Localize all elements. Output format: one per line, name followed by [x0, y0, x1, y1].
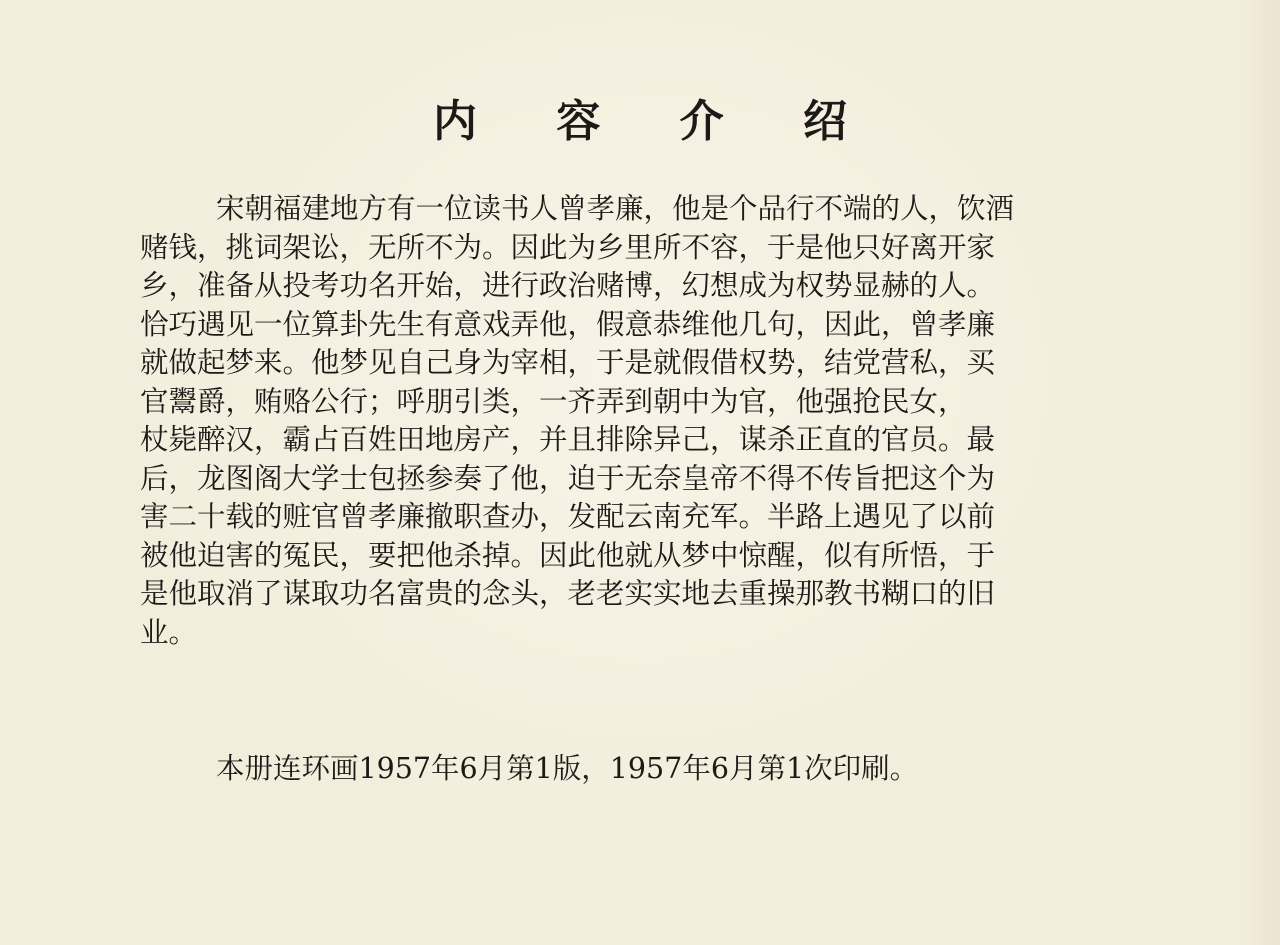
paragraph-line: 乡，准备从投考功名开始，进行政治赌博，幻想成为权势显赫的人。	[140, 269, 996, 302]
paragraph-line: 业。	[140, 615, 198, 649]
paragraph-line: 恰巧遇见一位算卦先生有意戏弄他，假意恭维他几句，因此，曾孝廉	[140, 307, 996, 341]
paragraph-line: 宋朝福建地方有一位读书人曾孝廉，他是个品行不端的人，饮酒	[216, 192, 1015, 225]
paragraph-line: 杖毙醉汉，霸占百姓田地房产，并且排除异己，谋杀正直的官员。最	[140, 423, 996, 456]
paragraph-line: 官鬻爵，贿赂公行；呼朋引类，一齐弄到朝中为官，他强抢民女，	[140, 384, 967, 418]
synopsis-paragraph	[140, 190, 1140, 652]
paragraph-line: 被他迫害的冤民，要把他杀掉。因此他就从梦中惊醒，似有所悟，于	[140, 538, 996, 572]
paragraph-line: 就做起梦来。他梦见自己身为宰相，于是就假借权势，结党营私，买	[140, 346, 996, 379]
paragraph-line: 是他取消了谋取功名富贵的念头，老老实实地去重操那教书糊口的旧	[140, 577, 996, 610]
paragraph-line: 赌钱，挑词架讼，无所不为。因此为乡里所不容，于是他只好离开家	[140, 230, 996, 264]
publication-note: 本册连环画1957年6月第1版，1957年6月第1次印刷。	[216, 752, 919, 785]
paragraph-line: 后，龙图阁大学士包拯参奏了他，迫于无奈皇帝不得不传旨把这个为	[140, 461, 996, 495]
paragraph-line: 害二十载的赃官曾孝廉撤职查办，发配云南充军。半路上遇见了以前	[140, 500, 996, 533]
page-title: 内 容 介 绍	[433, 96, 879, 147]
